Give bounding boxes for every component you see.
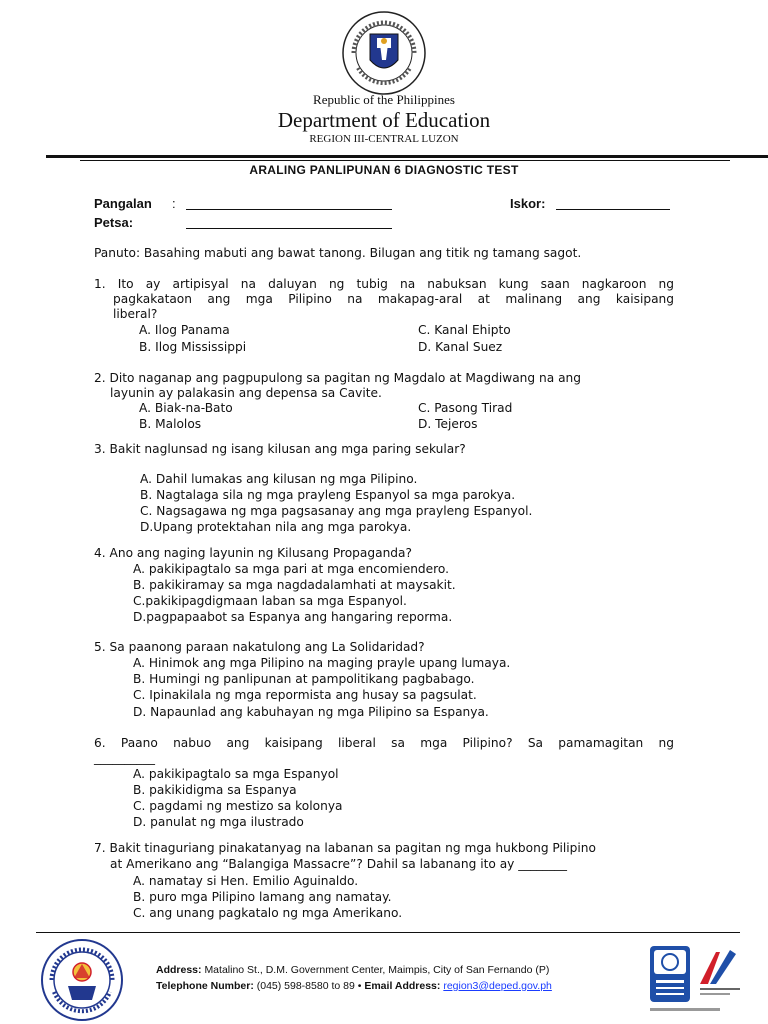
department-heading: Department of Education (277, 108, 491, 132)
email-link[interactable]: region3@deped.gov.ph (443, 980, 552, 992)
question-6-stem (94, 736, 674, 752)
test-title: ARALING PANLIPUNAN 6 DIAGNOSTIC TEST (249, 163, 519, 177)
footer-rule (36, 932, 740, 933)
q4-choice-a[interactable]: A. pakikipagtalo sa mga pari at mga encomiendero. (133, 562, 450, 576)
q5-choice-a[interactable]: A. Hinimok ang mga Pilipino na maging prayle upang lumaya. (133, 656, 511, 670)
email-label: Email Address: (364, 980, 441, 992)
q5-choice-c[interactable]: C. Ipinakilala ng mga repormista ang husay sa pagsulat. (133, 688, 477, 702)
date-label: Petsa: (94, 215, 134, 230)
certification-logos (650, 944, 746, 1018)
name-label: Pangalan (94, 196, 152, 211)
region-heading: REGION III-CENTRAL LUZON (309, 133, 459, 145)
header-rule-thin (80, 160, 730, 161)
score-label: Iskor: (510, 196, 546, 211)
q1-choice-a[interactable]: A. Ilog Panama (139, 323, 230, 337)
q6-choice-c[interactable]: C. pagdami ng mestizo sa kolonya (133, 799, 343, 813)
instructions: Panuto: Basahing mabuti ang bawat tanong. Bilugan ang titik ng tamang sagot. (94, 246, 582, 260)
q1-choice-c[interactable]: C. Kanal Ehipto (418, 323, 511, 337)
q2-choice-d[interactable]: D. Tejeros (418, 417, 478, 431)
question-1-stem (94, 277, 674, 293)
q4-choice-b[interactable]: B. pakikiramay sa mga nagdadalamhati at maysakit. (133, 578, 456, 592)
question-6-line-2: __________ (94, 751, 155, 765)
telephone-label: Telephone Number: (156, 980, 254, 992)
q3-choice-c[interactable]: C. Nagsagawa ng mga pagsasanay ang mga prayleng Espanyol. (140, 504, 533, 518)
q7-choice-b[interactable]: B. puro mga Pilipino lamang ang namatay. (133, 890, 392, 904)
question-5-stem: 5. Sa paanong paraan nakatulong ang La Solidaridad? (94, 640, 425, 654)
question-7-line-1: 7. Bakit tinaguriang pinakatanyag na labanan sa pagitan ng mga hukbong Pilipino (94, 841, 596, 855)
header-rule-thick (46, 155, 768, 158)
address-label: Address: (156, 964, 202, 976)
question-2-line-2: layunin ay palakasin ang depensa sa Cavite. (110, 386, 382, 400)
question-6-line-1: 6. Paano nabuo ang kaisipang liberal sa mga Pilipino? Sa pamamagitan ng (94, 736, 674, 750)
q7-choice-a[interactable]: A. namatay si Hen. Emilio Aguinaldo. (133, 874, 359, 888)
footer-contact (156, 980, 552, 992)
q3-choice-a[interactable]: A. Dahil lumakas ang kilusan ng mga Pilipino. (140, 472, 418, 486)
q6-choice-a[interactable]: A. pakikipagtalo sa mga Espanyol (133, 767, 339, 781)
republic-heading: Republic of the Philippines (313, 92, 455, 107)
q5-choice-b[interactable]: B. Humingi ng panlipunan at pampolitikang pagbabago. (133, 672, 475, 686)
q3-choice-b[interactable]: B. Nagtalaga sila ng mga prayleng Espanyol sa mga parokya. (140, 488, 516, 502)
name-colon: : (172, 196, 176, 211)
q4-choice-c[interactable]: C.pakikipagdigmaan laban sa mga Espanyol. (133, 594, 407, 608)
question-1-line-2: pagkakataon ang mga Pilipino na makapag-aral at malinang ang kaisipang (113, 292, 674, 306)
q1-choice-d[interactable]: D. Kanal Suez (418, 340, 503, 354)
q6-choice-d[interactable]: D. panulat ng mga ilustrado (133, 815, 304, 829)
footer-address (156, 964, 549, 976)
q6-choice-b[interactable]: B. pakikidigma sa Espanya (133, 783, 297, 797)
q4-choice-d[interactable]: D.pagpapaabot sa Espanya ang hangaring reporma. (133, 610, 453, 624)
q3-choice-d[interactable]: D.Upang protektahan nila ang mga parokya. (140, 520, 412, 534)
q5-choice-d[interactable]: D. Napaunlad ang kabuhayan ng mga Pilipino sa Espanya. (133, 705, 489, 719)
separator-bullet: • (357, 980, 362, 992)
q2-choice-b[interactable]: B. Malolos (139, 417, 202, 431)
deped-seal-logo (340, 10, 428, 96)
q2-choice-c[interactable]: C. Pasong Tirad (418, 401, 513, 415)
question-3-stem: 3. Bakit naglunsad ng isang kilusan ang mga paring sekular? (94, 442, 466, 456)
telephone-number: (045) 598-8580 to 89 (256, 980, 355, 992)
question-7-line-2: at Amerikano ang “Balangiga Massacre”? Dahil sa labanang ito ay ________ (110, 857, 567, 871)
question-1-stem-line-2 (113, 292, 674, 308)
question-1-line-1: 1. Ito ay artipisyal na daluyan ng tubig na nabuksan kung saan nagkaroon ng (94, 277, 674, 291)
address-text: Matalino St., D.M. Government Center, Maimpis, City of San Fernando (P) (204, 964, 550, 976)
q7-choice-c[interactable]: C. ang unang pagkatalo ng mga Amerikano. (133, 906, 403, 920)
name-field[interactable] (186, 209, 392, 210)
question-1-line-3: liberal? (113, 307, 158, 321)
q2-choice-a[interactable]: A. Biak-na-Bato (139, 401, 233, 415)
date-field[interactable] (186, 228, 392, 229)
question-2-line-1: 2. Dito naganap ang pagpupulong sa pagitan ng Magdalo at Magdiwang na ang (94, 371, 581, 385)
score-field[interactable] (556, 209, 670, 210)
republic-seal-logo (40, 938, 124, 1022)
q1-choice-b[interactable]: B. Ilog Mississippi (139, 340, 247, 354)
question-4-stem: 4. Ano ang naging layunin ng Kilusang Propaganda? (94, 546, 412, 560)
